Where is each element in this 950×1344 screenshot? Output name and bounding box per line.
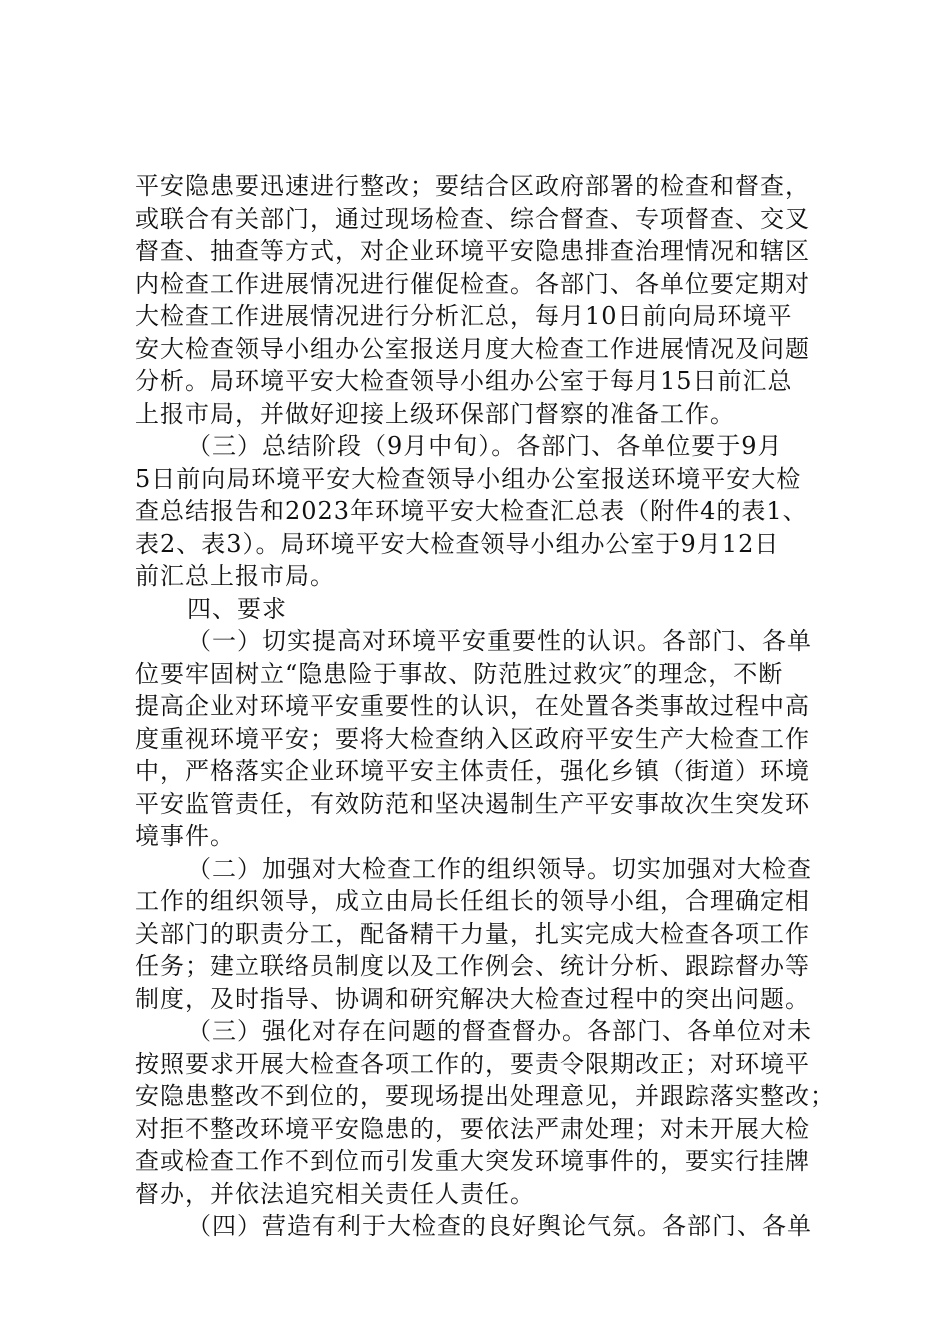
paragraph-heading-3: （三）强化对存在问题的督查督办。各部门、各单位对未 (187, 1017, 812, 1045)
text-line: 表2、表3）。局环境平安大检查领导小组办公室于9月12日 (135, 529, 780, 558)
text-line: 境事件。 (135, 822, 235, 850)
text-line: 督办，并依法追究相关责任人责任。 (135, 1179, 535, 1208)
text-line: 平安监管责任，有效防范和坚决遏制生产平安事故次生突发环 (135, 789, 810, 818)
text-line: 按照要求开展大检查各项工作的，要责令限期改正；对环境平 (135, 1049, 810, 1078)
text-line: 度重视环境平安；要将大检查纳入区政府平安生产大检查工作 (135, 724, 810, 753)
text-line: 位要牢固树立“隐患险于事故、防范胜过救灾″的理念，不断 (135, 659, 784, 688)
text-line: 关部门的职责分工，配备精干力量，扎实完成大检查各项工作 (135, 919, 810, 948)
text-line: 内检查工作进展情况进行催促检查。各部门、各单位要定期对 (135, 269, 810, 298)
paragraph-heading-2: （二）加强对大检查工作的组织领导。切实加强对大检查 (187, 854, 812, 883)
section-heading-requirements: 四、要求 (187, 594, 287, 623)
text-line: 任务；建立联络员制度以及工作例会、统计分析、跟踪督办等 (135, 952, 810, 980)
text-line: 上报市局，并做好迎接上级环保部门督察的准备工作。 (135, 399, 735, 428)
text-line: 制度，及时指导、协调和研究解决大检查过程中的突出问题。 (135, 984, 810, 1013)
text-line: 查总结报告和2023年环境平安大检查汇总表（附件4的表1、 (135, 497, 808, 525)
text-line: 平安隐患要迅速进行整改；要结合区政府部署的检查和督查， (135, 172, 810, 200)
text-line: 或联合有关部门，通过现场检查、综合督查、专项督查、交叉 (135, 204, 810, 233)
text-line: 5日前向局环境平安大检查领导小组办公室报送环境平安大检 (135, 464, 802, 493)
paragraph-heading-1: （一）切实提高对环境平安重要性的认识。各部门、各单 (187, 627, 812, 655)
text-line: 中，严格落实企业环境平安主体责任，强化乡镇（街道）环境 (135, 757, 810, 785)
text-line: 安隐患整改不到位的，要现场提出处理意见，并跟踪落实整改； (135, 1082, 835, 1110)
paragraph-heading-summary-stage: （三）总结阶段（9月中旬）。各部门、各单位要于9月 (187, 432, 783, 460)
paragraph-heading-4: （四）营造有利于大检查的良好舆论气氛。各部门、各单 (187, 1212, 812, 1240)
text-line: 安大检查领导小组办公室报送月度大检查工作进展情况及问题 (135, 334, 810, 363)
text-line: 前汇总上报市局。 (135, 562, 335, 590)
text-line: 工作的组织领导，成立由局长任组长的领导小组，合理确定相 (135, 887, 810, 915)
text-line: 督查、抽查等方式，对企业环境平安隐患排查治理情况和辖区 (135, 237, 810, 265)
document-body (135, 170, 835, 1243)
text-line: 查或检查工作不到位而引发重大突发环境事件的，要实行挂牌 (135, 1147, 810, 1175)
text-line: 对拒不整改环境平安隐患的，要依法严肃处理；对未开展大检 (135, 1114, 810, 1143)
text-line: 提高企业对环境平安重要性的认识，在处置各类事故过程中高 (135, 692, 810, 720)
text-line: 大检查工作进展情况进行分析汇总，每月10日前向局环境平 (135, 302, 793, 330)
text-line: 分析。局环境平安大检查领导小组办公室于每月15日前汇总 (135, 367, 793, 395)
